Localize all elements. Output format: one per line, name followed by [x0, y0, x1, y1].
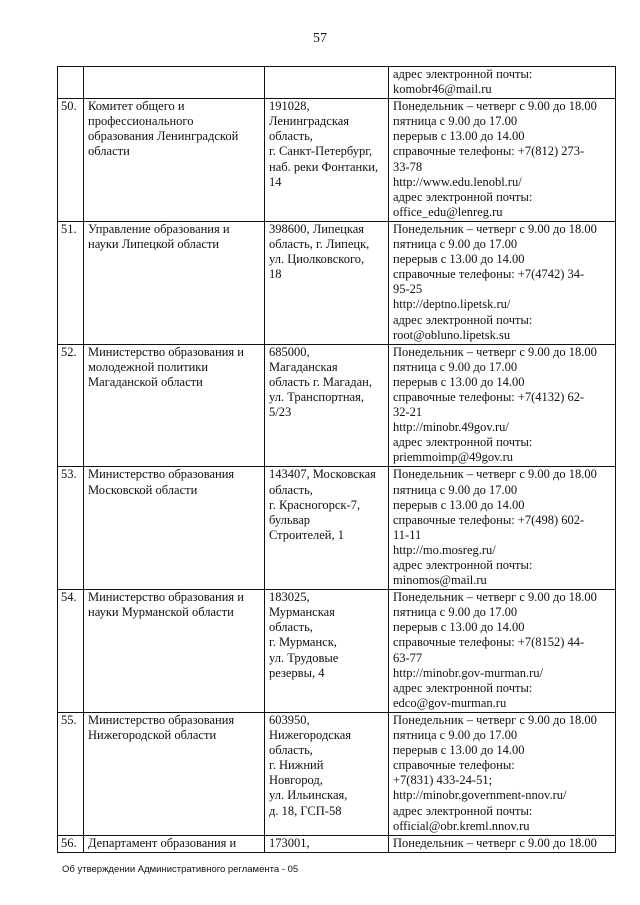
contact-info-line: Понедельник – четверг с 9.00 до 18.00	[393, 99, 597, 114]
contact-info-line: справочные телефоны: +7(498) 602-	[393, 512, 585, 527]
organization-name-line: науки Липецкой области	[88, 237, 220, 252]
organization-address-line: г. Мурманск,	[269, 635, 337, 650]
organization-name	[84, 344, 265, 467]
contact-info-line: адрес электронной почты:	[393, 435, 533, 450]
organization-name-line: науки Мурманской области	[88, 605, 234, 620]
contact-info-line: 32-21	[393, 405, 423, 420]
contact-info-line: http://minobr.49gov.ru/	[393, 420, 509, 435]
organization-address-line: ул. Трудовые	[269, 650, 339, 665]
organization-address-line: Строителей, 1	[269, 527, 344, 542]
organization-address-line: Магаданская	[269, 359, 338, 374]
organization-address-line: область,	[269, 620, 313, 635]
organization-name-line: профессионального	[88, 114, 194, 129]
contact-info-line: перерыв с 13.00 до 14.00	[393, 743, 525, 758]
contact-info-line: справочные телефоны: +7(812) 273-	[393, 144, 585, 159]
contact-info-line: адрес электронной почты:	[393, 680, 533, 695]
organization-name-line: Департамент образования и	[88, 835, 237, 850]
organization-address-line: 14	[269, 174, 282, 189]
contact-info-line: Понедельник – четверг с 9.00 до 18.00	[393, 590, 597, 605]
organization-name	[84, 712, 265, 835]
contact-info-line: 33-78	[393, 159, 423, 174]
table-row	[58, 99, 616, 222]
table-row	[58, 221, 616, 344]
organization-address-line: область,	[269, 743, 313, 758]
contact-info-line: справочные телефоны: +7(8152) 44-	[393, 635, 585, 650]
organization-address-line: 143407, Московская	[269, 467, 376, 482]
organization-address-line: область г. Магадан,	[269, 374, 372, 389]
contact-info-line: перерыв с 13.00 до 14.00	[393, 620, 525, 635]
organization-name-line: Министерство образования и	[88, 344, 244, 359]
contact-info-line: minomos@mail.ru	[393, 573, 487, 588]
table-row	[58, 467, 616, 590]
organization-name-line: Министерство образования и	[88, 590, 244, 605]
organization-address-line: Ленинградская	[269, 114, 350, 129]
organization-address-line: область,	[269, 129, 313, 144]
row-number: 54.	[58, 590, 84, 713]
contact-info	[389, 835, 616, 852]
organization-address-line: 18	[269, 267, 282, 282]
contact-info-line: перерыв с 13.00 до 14.00	[393, 129, 525, 144]
contact-info-line: http://minobr.gov-murman.ru/	[393, 665, 543, 680]
contact-info-line: 95-25	[393, 282, 423, 297]
organization-address-line: Новгород,	[269, 773, 323, 788]
organization-address-line: г. Красногорск-7,	[269, 497, 361, 512]
organization-name	[84, 99, 265, 222]
contact-info	[389, 221, 616, 344]
organization-address-line: г. Санкт-Петербург,	[269, 144, 373, 159]
organization-name	[84, 67, 265, 99]
contact-info-line: office_edu@lenreg.ru	[393, 204, 503, 219]
contact-info-line: адрес электронной почты:	[393, 803, 533, 818]
organization-address-line: бульвар	[269, 512, 311, 527]
organization-address	[265, 221, 389, 344]
organization-address-line: 5/23	[269, 405, 292, 420]
row-number: 53.	[58, 467, 84, 590]
contact-info-line: пятница с 9.00 до 17.00	[393, 359, 518, 374]
contact-info-line: root@obluno.lipetsk.su	[393, 327, 511, 342]
organization-name	[84, 835, 265, 852]
row-number: 55.	[58, 712, 84, 835]
contact-info-line: пятница с 9.00 до 17.00	[393, 605, 518, 620]
organization-address	[265, 67, 389, 99]
organization-address	[265, 712, 389, 835]
contact-info-line: http://www.edu.lenobl.ru/	[393, 174, 522, 189]
contact-info	[389, 712, 616, 835]
organization-name-line: Министерство образования	[88, 712, 235, 727]
organization-address-line: ул. Транспортная,	[269, 389, 364, 404]
contact-info	[389, 590, 616, 713]
organization-name-line: Нижегородской области	[88, 728, 217, 743]
organization-address	[265, 99, 389, 222]
page-number: 57	[313, 31, 327, 46]
contact-info-line: перерыв с 13.00 до 14.00	[393, 374, 525, 389]
organization-address-line: ул. Циолковского,	[269, 252, 365, 267]
contact-info-line: http://deptno.lipetsk.ru/	[393, 297, 511, 312]
contact-info-line: Понедельник – четверг с 9.00 до 18.00	[393, 221, 597, 236]
contact-info-line: пятница с 9.00 до 17.00	[393, 482, 518, 497]
contact-info-line: Понедельник – четверг с 9.00 до 18.00	[393, 467, 597, 482]
contact-info-line: адрес электронной почты:	[393, 67, 533, 81]
contact-info-line: перерыв с 13.00 до 14.00	[393, 252, 525, 267]
organization-address-line: Мурманская	[269, 605, 335, 620]
table-row	[58, 835, 616, 852]
contact-info-line: справочные телефоны: +7(4132) 62-	[393, 389, 585, 404]
table-body	[58, 67, 616, 853]
organization-name-line: Магаданской области	[88, 374, 203, 389]
row-number: 50.	[58, 99, 84, 222]
organization-name-line: Московской области	[88, 482, 198, 497]
contact-info	[389, 99, 616, 222]
contact-info-line: адрес электронной почты:	[393, 189, 533, 204]
contact-info-line: пятница с 9.00 до 17.00	[393, 728, 518, 743]
organization-address-line: 173001,	[269, 835, 310, 850]
organization-name-line: Министерство образования	[88, 467, 235, 482]
row-number	[58, 67, 84, 99]
contact-info-line: edco@gov-murman.ru	[393, 695, 507, 710]
organization-address	[265, 835, 389, 852]
organization-name	[84, 467, 265, 590]
row-number: 51.	[58, 221, 84, 344]
contact-info-line: http://minobr.government-nnov.ru/	[393, 788, 567, 803]
contact-info	[389, 344, 616, 467]
contact-info-line: 63-77	[393, 650, 423, 665]
contact-info-line: справочные телефоны: +7(4742) 34-	[393, 267, 585, 282]
organization-address-line: ул. Ильинская,	[269, 788, 348, 803]
row-number: 52.	[58, 344, 84, 467]
organization-address-line: 183025,	[269, 590, 310, 605]
contact-info-line: official@obr.kreml.nnov.ru	[393, 818, 530, 833]
table-row	[58, 344, 616, 467]
contact-info-line: Понедельник – четверг с 9.00 до 18.00	[393, 344, 597, 359]
organization-address-line: д. 18, ГСП-58	[269, 803, 342, 818]
table-row	[58, 712, 616, 835]
organization-address	[265, 467, 389, 590]
contact-info-line: пятница с 9.00 до 17.00	[393, 237, 518, 252]
organization-address-line: г. Нижний	[269, 758, 324, 773]
organization-name-line: Управление образования и	[88, 221, 230, 236]
organization-name-line: Комитет общего и	[88, 99, 185, 114]
contact-info-line: адрес электронной почты:	[393, 312, 533, 327]
organization-name-line: молодежной политики	[88, 359, 209, 374]
organization-name-line: образования Ленинградской	[88, 129, 239, 144]
organization-address-line: 398600, Липецкая	[269, 221, 365, 236]
table-row	[58, 67, 616, 99]
organization-address-line: резервы, 4	[269, 665, 325, 680]
contact-info-line: справочные телефоны:	[393, 758, 515, 773]
organization-address	[265, 590, 389, 713]
organization-address-line: наб. реки Фонтанки,	[269, 159, 379, 174]
organization-address-line: область, г. Липецк,	[269, 237, 370, 252]
contact-info-line: адрес электронной почты:	[393, 558, 533, 572]
contact-info-line: 11-11	[393, 527, 422, 542]
contact-info-line: Понедельник – четверг с 9.00 до 18.00	[393, 712, 597, 727]
contact-info-line: перерыв с 13.00 до 14.00	[393, 497, 525, 512]
organization-address-line: 603950,	[269, 712, 310, 727]
contact-info-line: +7(831) 433-24-51;	[393, 773, 493, 788]
organization-address-line: Нижегородская	[269, 728, 352, 743]
row-number: 56.	[58, 835, 84, 852]
organization-address	[265, 344, 389, 467]
organization-name-line: области	[88, 144, 130, 159]
organization-address-line: 685000,	[269, 344, 310, 359]
contact-info	[389, 67, 616, 99]
contact-info-line: пятница с 9.00 до 17.00	[393, 114, 518, 129]
page-footer: Об утверждении Административного регламента - 05	[62, 864, 299, 875]
organization-name	[84, 590, 265, 713]
table-row	[58, 590, 616, 713]
contact-info-line: komobr46@mail.ru	[393, 82, 492, 97]
organization-address-line: область,	[269, 482, 313, 497]
organizations-table	[57, 66, 616, 853]
organization-name	[84, 221, 265, 344]
contact-info-line: http://mo.mosreg.ru/	[393, 542, 496, 557]
contact-info	[389, 467, 616, 590]
contact-info-line: priemmoimp@49gov.ru	[393, 450, 514, 465]
organization-address-line: 191028,	[269, 99, 310, 114]
contact-info-line: Понедельник – четверг с 9.00 до 18.00	[393, 835, 597, 850]
